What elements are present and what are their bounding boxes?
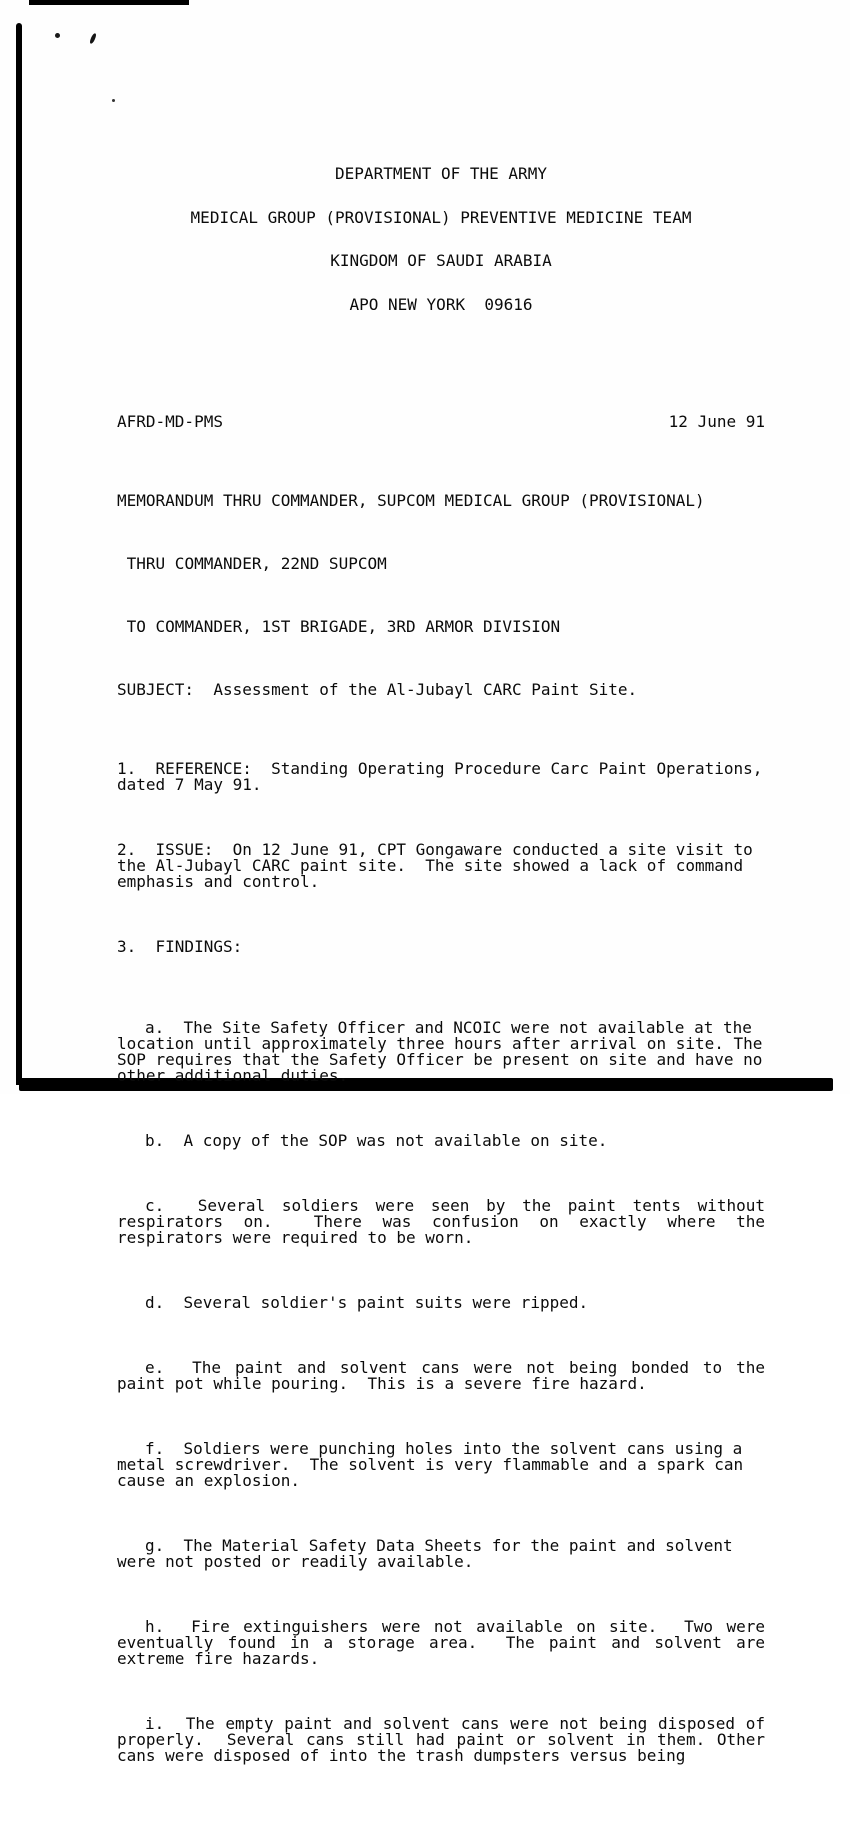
letterhead-line-department: DEPARTMENT OF THE ARMY xyxy=(335,164,547,183)
finding-item-c: c. Several soldiers were seen by the paint tents without respirators on. There was confusion on exactly where the respirators were required to be worn. xyxy=(117,1196,775,1247)
finding-item-h: h. Fire extinguishers were not available on site. Two were eventually found in a storage area. The paint and solvent are extreme fire hazards. xyxy=(117,1617,775,1668)
paragraph-findings-heading: 3. FINDINGS: xyxy=(117,937,243,956)
memo-date: 12 June 91 xyxy=(668,412,765,431)
office-symbol-row xyxy=(117,414,765,430)
scan-artifact-top-edge xyxy=(29,0,189,5)
scan-mark-speck xyxy=(112,99,115,102)
finding-item-f: f. Soldiers were punching holes into the solvent cans using a metal screwdriver. The solvent is very flammable and a spark can cause an explosion. xyxy=(117,1439,753,1490)
letterhead-line-apo: APO NEW YORK 09616 xyxy=(349,294,533,314)
paragraph-reference: 1. REFERENCE: Standing Operating Procedure Carc Paint Operations, dated 7 May 91. xyxy=(117,759,773,794)
finding-item-g: g. The Material Safety Data Sheets for the paint and solvent were not posted or readily available. xyxy=(117,1536,743,1571)
finding-item-e: e. The paint and solvent cans were not being bonded to the paint pot while pouring. This is a severe fire hazard. xyxy=(117,1358,775,1393)
scan-mark-tick xyxy=(89,33,97,45)
scan-artifact-left-edge xyxy=(16,23,22,1085)
scan-mark-dot xyxy=(55,33,60,38)
finding-item-i: i. The empty paint and solvent cans were not being disposed of properly. Several cans still had paint or solvent in them. Other cans were disposed of into the trash dumpsters versus being xyxy=(117,1714,775,1765)
office-symbol: AFRD-MD-PMS xyxy=(117,412,223,431)
memo-thru-line-1: MEMORANDUM THRU COMMANDER, SUPCOM MEDICAL GROUP (PROVISIONAL) xyxy=(117,491,705,510)
letterhead xyxy=(117,138,765,341)
finding-item-b: b. A copy of the SOP was not available on site. xyxy=(145,1131,608,1150)
finding-item-d: d. Several soldier's paint suits were ripped. xyxy=(145,1293,589,1312)
letterhead-line-country: KINGDOM OF SAUDI ARABIA xyxy=(330,251,552,270)
memo-content xyxy=(117,90,775,1829)
letterhead-line-unit: MEDICAL GROUP (PROVISIONAL) PREVENTIVE MEDICINE TEAM xyxy=(190,207,692,227)
finding-item-a: a. The Site Safety Officer and NCOIC were not available at the location until approximately three hours after arrival on site. The SOP requires that the Safety Officer be present on site and have no other additional duties. xyxy=(117,1018,773,1085)
memo-thru-line-2: THRU COMMANDER, 22ND SUPCOM xyxy=(117,554,387,573)
memo-to-line: TO COMMANDER, 1ST BRIGADE, 3RD ARMOR DIVISION xyxy=(117,617,561,636)
subject-line: SUBJECT: Assessment of the Al-Jubayl CARC Paint Site. xyxy=(117,680,638,699)
paragraph-issue: 2. ISSUE: On 12 June 91, CPT Gongaware conducted a site visit to the Al-Jubayl CARC paint site. The site showed a lack of command emphasis and control. xyxy=(117,840,763,891)
